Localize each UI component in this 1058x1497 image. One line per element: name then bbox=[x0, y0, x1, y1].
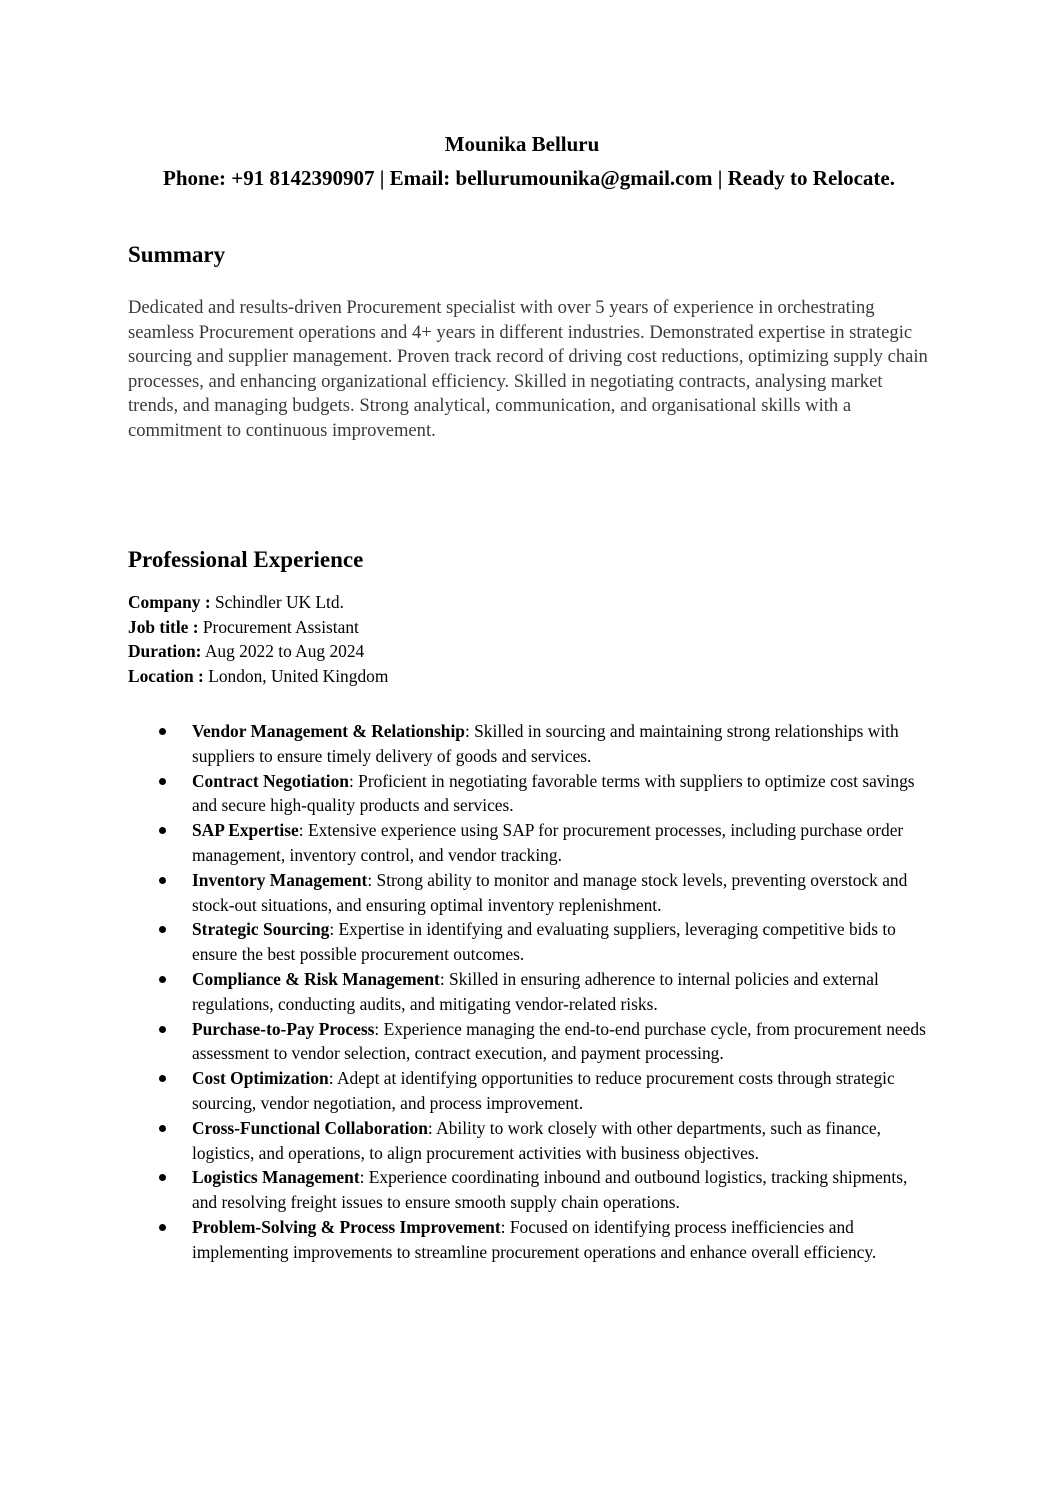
company-value: Schindler UK Ltd. bbox=[210, 592, 344, 612]
bullet-text: : Ability to work closely with other departments, such as finance, logistics, and operations, to align procurement activities with business objectives. bbox=[192, 1117, 881, 1163]
bullet-term: Vendor Management & Relationship bbox=[192, 721, 465, 741]
bullet-term: Logistics Management bbox=[192, 1167, 360, 1188]
bullet-icon bbox=[159, 1174, 166, 1181]
experience-heading: Professional Experience bbox=[128, 547, 364, 572]
list-item bbox=[128, 769, 928, 819]
bullet-icon bbox=[159, 728, 166, 735]
bullet-term: Inventory Management bbox=[192, 869, 368, 890]
job-title-label: Job title : bbox=[128, 616, 199, 637]
bullet-text: : Proficient in negotiating favorable terms with suppliers to optimize cost savings and secure high-quality products and services. bbox=[192, 770, 915, 816]
summary-heading: Summary bbox=[128, 242, 226, 267]
list-item bbox=[128, 868, 928, 918]
bullet-text: : Experience coordinating inbound and outbound logistics, tracking shipments, and resolving freight issues to ensure smooth supply chain operations. bbox=[192, 1167, 908, 1213]
bullet-term: Cross-Functional Collaboration bbox=[192, 1117, 428, 1138]
bullet-icon bbox=[159, 877, 166, 884]
duration-row bbox=[128, 639, 388, 664]
bullet-icon bbox=[159, 778, 166, 785]
list-item bbox=[128, 967, 928, 1017]
list-item bbox=[128, 917, 928, 967]
company-row bbox=[128, 590, 388, 615]
bullet-icon bbox=[159, 976, 166, 983]
duration-value: Aug 2022 to Aug 2024 bbox=[201, 641, 365, 662]
job-details bbox=[128, 590, 388, 688]
bullet-icon bbox=[159, 1075, 166, 1082]
bullet-term: SAP Expertise bbox=[192, 820, 299, 841]
bullet-term: Compliance & Risk Management bbox=[192, 968, 440, 989]
list-item bbox=[128, 1116, 928, 1166]
job-title-value: Procurement Assistant bbox=[198, 616, 359, 637]
bullet-text: : Skilled in ensuring adherence to internal policies and external regulations, conducting audits, and mitigating vendor-related risks. bbox=[192, 968, 879, 1014]
list-item bbox=[128, 719, 928, 769]
bullet-term: Cost Optimization bbox=[192, 1068, 329, 1089]
bullet-term: Purchase-to-Pay Process bbox=[192, 1018, 375, 1039]
bullet-text: : Expertise in identifying and evaluating suppliers, leveraging competitive bids to ensure the best possible procurement outcomes. bbox=[192, 919, 896, 965]
location-value: London, United Kingdom bbox=[203, 665, 389, 686]
bullet-text: : Strong ability to monitor and manage stock levels, preventing overstock and stock-out situations, and ensuring optimal inventory replenishment. bbox=[192, 869, 908, 915]
contact-line: Phone: +91 8142390907 | Email: bellurumounika@gmail.com | Ready to Relocate. bbox=[163, 166, 895, 190]
bullet-icon bbox=[159, 827, 166, 834]
bullet-term: Contract Negotiation bbox=[192, 770, 349, 791]
bullet-text: : Skilled in sourcing and maintaining strong relationships with suppliers to ensure timely delivery of goods and services. bbox=[192, 721, 899, 766]
list-item bbox=[128, 1017, 928, 1067]
candidate-name: Mounika Belluru bbox=[444, 132, 600, 156]
duration-label: Duration: bbox=[128, 641, 202, 662]
bullet-term: Problem-Solving & Process Improvement bbox=[192, 1216, 501, 1237]
bullet-icon bbox=[159, 1125, 166, 1132]
company-label: Company : bbox=[128, 592, 211, 612]
bullet-text: : Extensive experience using SAP for procurement processes, including purchase order management, inventory control, and vendor tracking. bbox=[192, 820, 904, 865]
list-item bbox=[128, 1066, 928, 1116]
location-row bbox=[128, 664, 388, 689]
job-title-row bbox=[128, 615, 388, 640]
location-label: Location : bbox=[128, 665, 204, 686]
responsibilities-list bbox=[128, 719, 928, 1265]
bullet-text: : Focused on identifying process inefficiencies and implementing improvements to streamline procurement operations and enhance overall efficiency. bbox=[192, 1216, 877, 1262]
bullet-icon bbox=[159, 1224, 166, 1231]
bullet-icon bbox=[159, 1026, 166, 1033]
list-item bbox=[128, 1215, 928, 1265]
list-item bbox=[128, 818, 928, 868]
bullet-term: Strategic Sourcing bbox=[192, 919, 330, 940]
resume-header bbox=[0, 128, 1058, 194]
bullet-text: : Adept at identifying opportunities to reduce procurement costs through strategic sourcing, vendor negotiation, and process improvement. bbox=[192, 1068, 895, 1113]
bullet-text: : Experience managing the end-to-end purchase cycle, from procurement needs assessment to vendor selection, contract execution, and payment processing. bbox=[192, 1018, 926, 1064]
bullet-icon bbox=[159, 926, 166, 933]
list-item bbox=[128, 1165, 928, 1215]
summary-text: Dedicated and results-driven Procurement specialist with over 5 years of experience in orchestrating seamless Procurement operations and 4+ years in different industries. Demonstrated expertise in strategic sourcing and supplier management. Proven track record of driving cost reductions, optimizing supply chain processes, and enhancing organizational efficiency. Skilled in negotiating contracts, analysing market trends, and managing budgets. Strong analytical, communication, and organisational skills with a commitment to continuous improvement. bbox=[128, 297, 928, 441]
